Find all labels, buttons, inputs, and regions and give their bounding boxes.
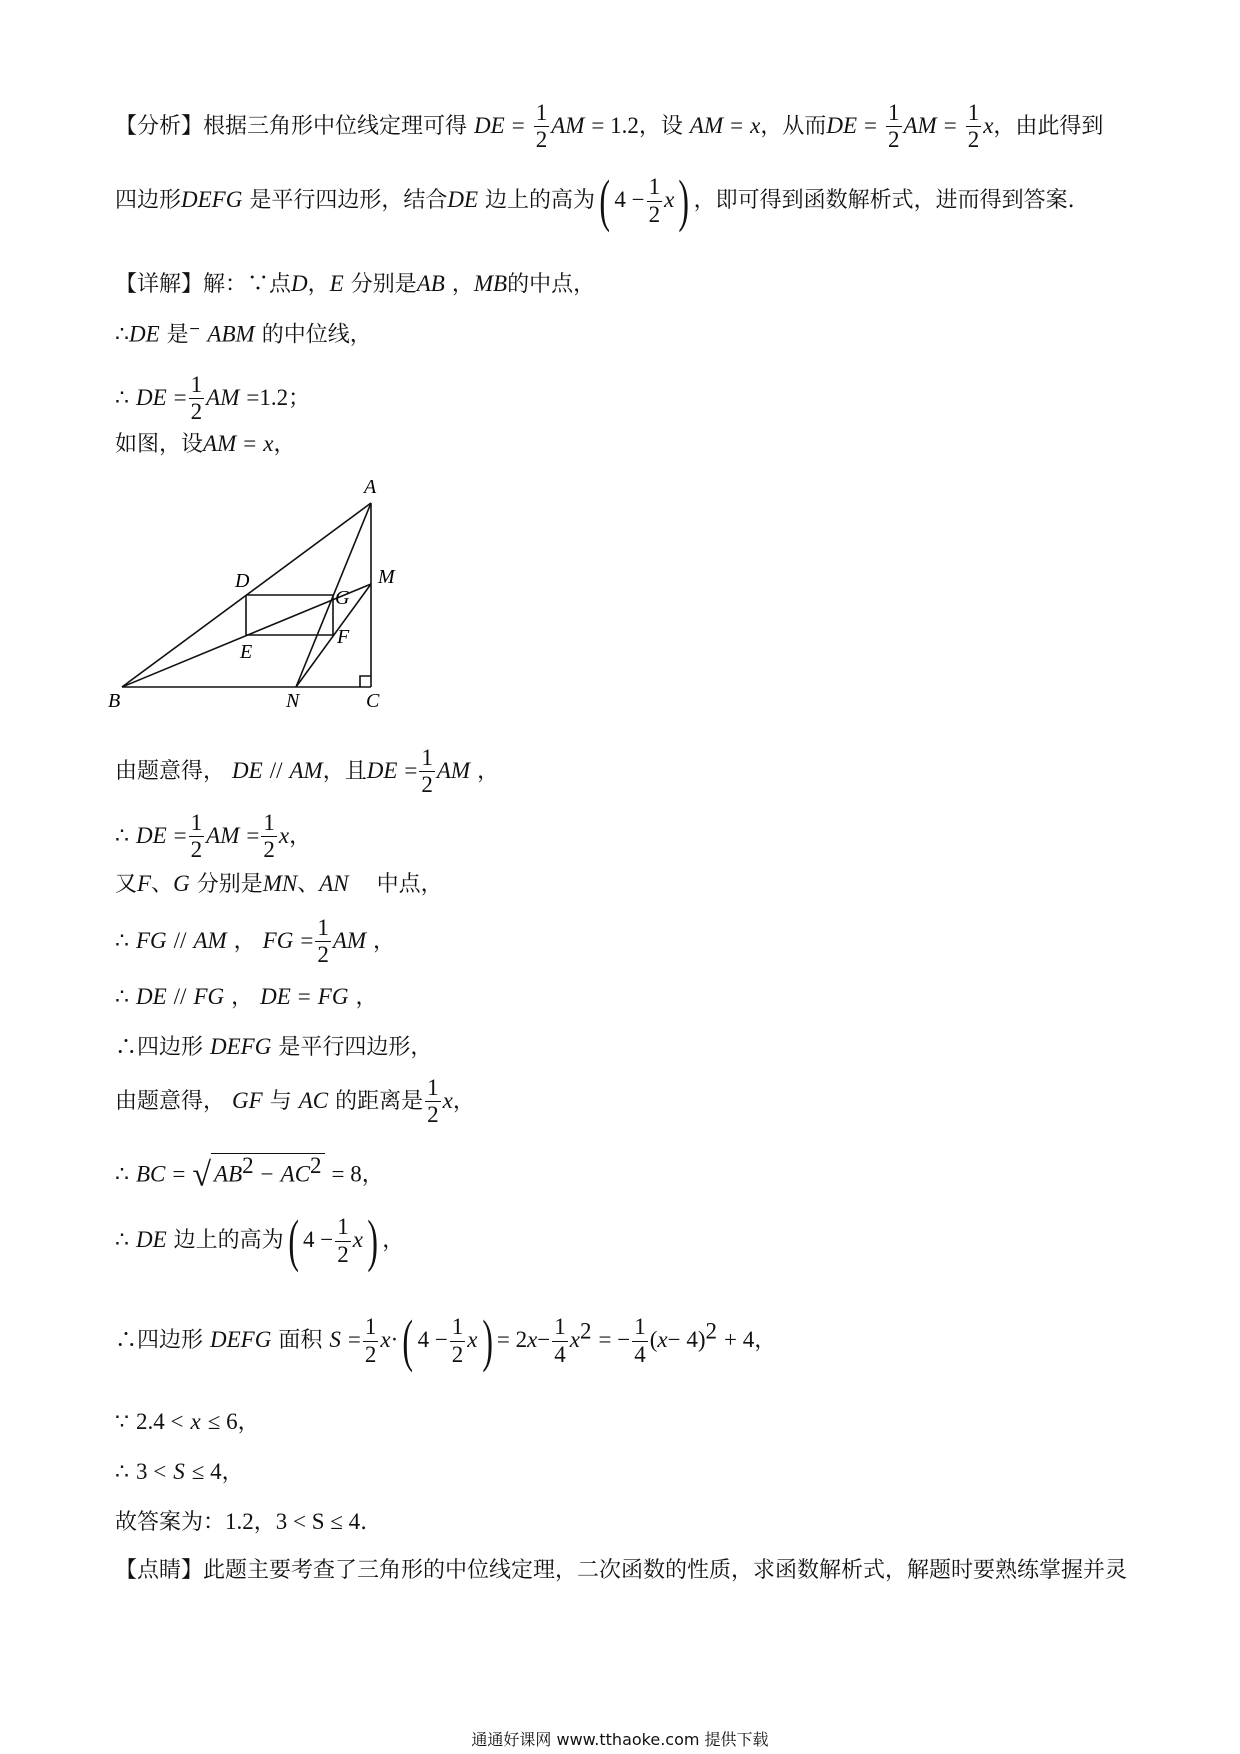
- comment-line: 【点睛】此题主要考查了三角形的中位线定理，二次函数的性质，求函数解析式，解题时要熟练掌握并灵: [115, 1558, 1128, 1583]
- page-footer: 通通好课网 www.tthaoke.com 提供下载: [471, 1730, 769, 1749]
- label-M: M: [378, 566, 395, 588]
- label-G: G: [335, 587, 350, 609]
- detail-line-3: ∴ DE = $\frac{1}{2}$ AM =1.2；: [115, 372, 311, 425]
- label-E: E: [240, 641, 253, 663]
- analysis-tag: 【分析】: [115, 113, 204, 139]
- label-F: F: [337, 626, 350, 648]
- detail-line-14: ∴四边形 DEFG 面积 S = $\frac{1}{2}$ x·( 4 − $\frac{1}{2}$ x) = 2x− $\frac{1}{4}$ $x^2$ = − $\frac{1}{4}$ $(x- 4)^2 + 4$，: [115, 1308, 777, 1373]
- detail-line-16: ∴ 3 < S ≤ 4，: [115, 1459, 244, 1485]
- label-D: D: [235, 570, 250, 592]
- detail-tag: 【详解】: [115, 272, 204, 297]
- detail-line-13: ∴ DE 边上的高为( 4 − $\frac{1}{2}$ x) ，: [115, 1208, 405, 1273]
- label-B: B: [108, 690, 121, 712]
- detail-line-4: 如图，设AM = x，: [115, 431, 296, 457]
- answer-2: 3 < S ≤ 4: [275, 1509, 361, 1534]
- label-C: C: [366, 690, 380, 712]
- detail-line-5: 由题意得， DE // AM，且DE = $\frac{1}{2}$ AM ，: [115, 745, 500, 798]
- detail-line-10: ∴四边形 DEFG 是平行四边形，: [115, 1034, 433, 1060]
- detail-line-15: ∵ 2.4 < x ≤ 6，: [115, 1409, 260, 1435]
- analysis-line-1: 【分析】根据三角形中位线定理可得 DE = $\frac{1}{2}$ AM = 1.2，设 AM = x，从而DE = $\frac{1}{2}$ AM = $\frac{1}{2}$ x，由此得到: [115, 100, 1104, 153]
- label-N: N: [286, 690, 300, 712]
- detail-line-7: 又F、G 分别是MN、AN 中点，: [115, 871, 443, 897]
- detail-line-11: 由题意得， GF 与 AC 的距离是 $\frac{1}{2}$ x，: [115, 1075, 475, 1128]
- label-A: A: [364, 476, 377, 498]
- comment-tag: 【点睛】: [115, 1558, 204, 1583]
- detail-line-2: ∴DE 是− ABM 的中位线，: [115, 321, 372, 348]
- geometry-figure: [100, 475, 420, 725]
- detail-line-8: ∴ FG // AM ， FG = $\frac{1}{2}$ AM ，: [115, 915, 396, 968]
- detail-answer-line: 故答案为：1.2，3 < S ≤ 4.: [115, 1509, 368, 1535]
- analysis-line-2: 四边形DEFG 是平行四边形，结合DE 边上的高为( 4 − $\frac{1}{2}$ x) ，即可得到函数解析式，进而得到答案.: [115, 168, 1075, 233]
- detail-line-1: 【详解】解：∵点D，E 分别是AB ，MB的中点，: [115, 271, 596, 297]
- detail-line-12: ∴ BC = √ $AB^2 - AC^2 = 8$，: [115, 1153, 384, 1194]
- detail-line-6: ∴ DE = $\frac{1}{2}$ AM = $\frac{1}{2}$ x，: [115, 810, 312, 863]
- answer-1: 1.2: [225, 1509, 254, 1534]
- detail-line-9: ∴ DE // FG ， DE = FG ，: [115, 984, 378, 1010]
